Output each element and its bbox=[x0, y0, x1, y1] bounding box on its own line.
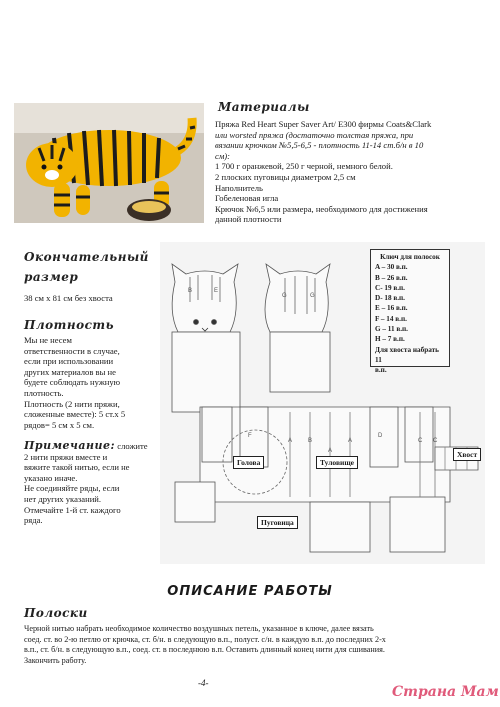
svg-text:A: A bbox=[348, 438, 353, 444]
key-item: G – 11 в.п. bbox=[375, 325, 408, 334]
materials-line: Гобеленовая игла bbox=[215, 193, 279, 204]
site-watermark: Страна Мам bbox=[392, 684, 499, 700]
key-item: в.п. bbox=[375, 366, 387, 375]
svg-text:C: C bbox=[418, 438, 423, 444]
materials-line: Наполнитель bbox=[215, 182, 263, 193]
tiger-rug-photo bbox=[14, 103, 204, 223]
key-item: C- 19 в.п. bbox=[375, 283, 405, 292]
stripes-text: Черной нитью набрать необходимое количество воздушных петель, указанное в ключе, далее вязать соед. ст. во 2-ю петлю от крючка, ст. б/н. в следующую в.п., полуст. с/н. в каждую в.п. до последних 2-х в.п., ст. б/н. в следующую в.п., соед. ст. в последнюю в.п. Оставить длинный конец нити для сшивания. Закончить работу. bbox=[24, 624, 386, 665]
size-heading-2: размер bbox=[24, 270, 79, 284]
note-block: Примечание: сложите 2 нити пряжи вместе и вяжите такой нитью, если не указано иначе. Не соединяйте ряды, если нет других указаний. Отмечайте 1-й ст. каждого ряда. bbox=[24, 439, 148, 526]
materials-line: Пряжа Red Heart Super Saver Art/ E300 фирмы Coats&Clark bbox=[215, 119, 432, 129]
svg-text:B: B bbox=[188, 288, 193, 294]
materials-line: или worsted пряжа (достаточно толстая пряжа, при bbox=[215, 129, 414, 140]
label-button: Пуговица bbox=[257, 516, 298, 529]
materials-line: 1 700 г оранжевой, 250 г черной, немного белой. bbox=[215, 161, 393, 172]
key-title: Ключ для полосок bbox=[380, 253, 440, 261]
materials-line: см): bbox=[215, 150, 231, 161]
key-item: Для хвоста набрать 11 bbox=[375, 345, 439, 364]
note-heading: Примечание: bbox=[24, 439, 116, 452]
gauge-heading: Плотность bbox=[24, 318, 114, 332]
materials-line: Крючок №6,5 или размера, необходимого для достижения bbox=[215, 203, 428, 214]
key-item: F – 14 в.п. bbox=[375, 314, 407, 323]
materials-text bbox=[215, 119, 495, 225]
work-heading: ОПИСАНИЕ РАБОТЫ bbox=[167, 584, 333, 599]
key-item: H – 7 в.п. bbox=[375, 335, 405, 344]
stripe-key-box bbox=[370, 249, 450, 375]
key-item: B – 26 в.п. bbox=[375, 273, 408, 282]
key-item: E – 16 в.п. bbox=[375, 304, 408, 313]
svg-text:E: E bbox=[214, 288, 219, 294]
svg-text:A: A bbox=[288, 438, 293, 444]
stripes-heading: Полоски bbox=[24, 606, 88, 620]
svg-text:A: A bbox=[328, 448, 333, 454]
svg-text:G: G bbox=[310, 293, 315, 299]
label-tail: Хвост bbox=[453, 448, 481, 461]
key-item: A – 30 в.п. bbox=[375, 263, 408, 272]
materials-heading: Материалы bbox=[218, 100, 310, 114]
size-text: 38 см х 81 см без хвоста bbox=[24, 293, 113, 303]
label-body: Туловище bbox=[316, 456, 358, 469]
page-number: -4- bbox=[198, 678, 209, 688]
materials-line: 2 плоских пуговицы диаметром 2,5 см bbox=[215, 171, 356, 182]
svg-text:F: F bbox=[248, 433, 252, 439]
svg-text:C: C bbox=[433, 438, 438, 444]
size-heading: Окончательный bbox=[24, 250, 149, 264]
svg-text:G: G bbox=[282, 293, 287, 299]
svg-text:D: D bbox=[378, 433, 383, 439]
gauge-text: Мы не несем ответственности в случае, если при использовании других материалов вы не будете соблюдать нужную плотность. Плотность (2 нити пряжи, сложенные вместе): 5 ст.х 5 рядов= 5 см х 5 см. bbox=[24, 335, 126, 430]
label-head: Голова bbox=[233, 456, 264, 469]
svg-text:B: B bbox=[308, 438, 313, 444]
materials-line: вязании крючком №5,5-6,5 - плотность 11-14 ст.б/н в 10 bbox=[215, 140, 424, 151]
key-item: D- 18 в.п. bbox=[375, 294, 405, 303]
materials-line: данной плотности bbox=[215, 214, 282, 225]
